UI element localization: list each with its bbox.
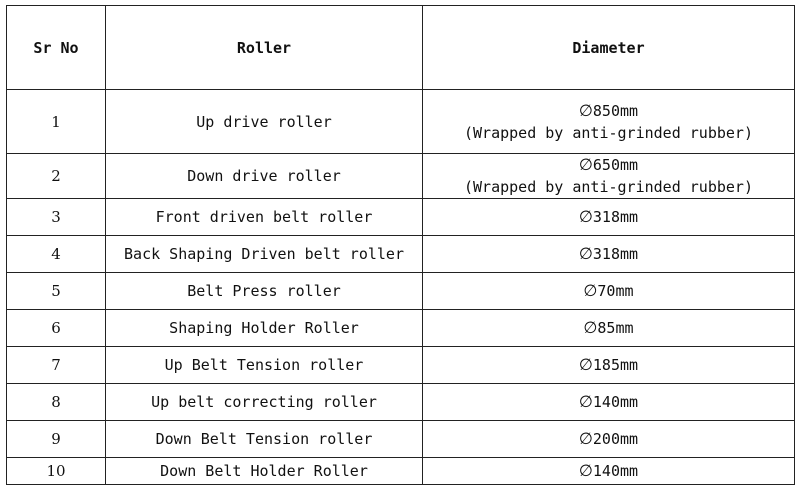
diameter-symbol-icon: ∅ [578,155,593,174]
roller-cell: Up belt correcting roller [106,384,423,421]
diameter-cell [423,154,795,199]
diameter-symbol-icon: ∅ [578,207,593,226]
diameter-note: (Wrapped by anti-grinded rubber) [464,123,753,142]
roller-table [6,5,795,485]
diameter-cell [423,384,795,421]
diameter-value: 185mm [592,356,639,374]
diameter-value: 140mm [592,462,639,480]
table-row [7,421,795,458]
sr-no-cell: 3 [7,199,106,236]
roller-cell: Up drive roller [106,90,423,154]
table-row [7,458,795,485]
sr-no-cell: 7 [7,347,106,384]
table-row [7,384,795,421]
diameter-symbol-icon: ∅ [578,244,593,263]
diameter-cell [423,421,795,458]
diameter-value: ∅650mm [578,155,639,174]
diameter-symbol-icon: ∅ [578,100,593,120]
diameter-value: 318mm [592,208,639,226]
diameter-cell [423,236,795,273]
sr-no-cell: 6 [7,310,106,347]
sr-no-cell: 10 [7,458,106,485]
sr-no-cell: 4 [7,236,106,273]
sr-no-cell: 2 [7,154,106,199]
diameter-value: 200mm [592,430,639,448]
diameter-value: 70mm [597,282,634,300]
sr-no-cell: 9 [7,421,106,458]
roller-cell: Belt Press roller [106,273,423,310]
roller-cell: Shaping Holder Roller [106,310,423,347]
diameter-cell [423,310,795,347]
diameter-symbol-icon: ∅ [583,318,598,337]
table-row [7,90,795,154]
table-row [7,347,795,384]
table-header-row [7,6,795,90]
table-row [7,199,795,236]
header-roller: Roller [106,6,423,90]
sr-no-cell: 8 [7,384,106,421]
sr-no-cell: 1 [7,90,106,154]
diameter-cell [423,199,795,236]
diameter-symbol-icon: ∅ [583,281,598,300]
diameter-symbol-icon: ∅ [578,461,593,480]
table-row [7,236,795,273]
sr-no-cell: 5 [7,273,106,310]
roller-cell: Back Shaping Driven belt roller [106,236,423,273]
table-row [7,154,795,199]
diameter-value: 85mm [597,319,634,337]
roller-cell: Up Belt Tension roller [106,347,423,384]
header-diameter: Diameter [423,6,795,90]
roller-cell: Front driven belt roller [106,199,423,236]
roller-cell: Down Belt Holder Roller [106,458,423,485]
diameter-cell [423,90,795,154]
diameter-cell [423,273,795,310]
table-row [7,310,795,347]
diameter-symbol-icon: ∅ [578,355,593,374]
table-row [7,273,795,310]
diameter-note: (Wrapped by anti-grinded rubber) [464,178,753,196]
diameter-value: 140mm [592,393,639,411]
diameter-cell [423,458,795,485]
diameter-value: ∅850mm [578,100,639,120]
diameter-cell [423,347,795,384]
roller-cell: Down drive roller [106,154,423,199]
diameter-value: 318mm [592,245,639,263]
diameter-symbol-icon: ∅ [578,392,593,411]
diameter-symbol-icon: ∅ [578,429,593,448]
header-sr-no: Sr No [7,6,106,90]
roller-cell: Down Belt Tension roller [106,421,423,458]
